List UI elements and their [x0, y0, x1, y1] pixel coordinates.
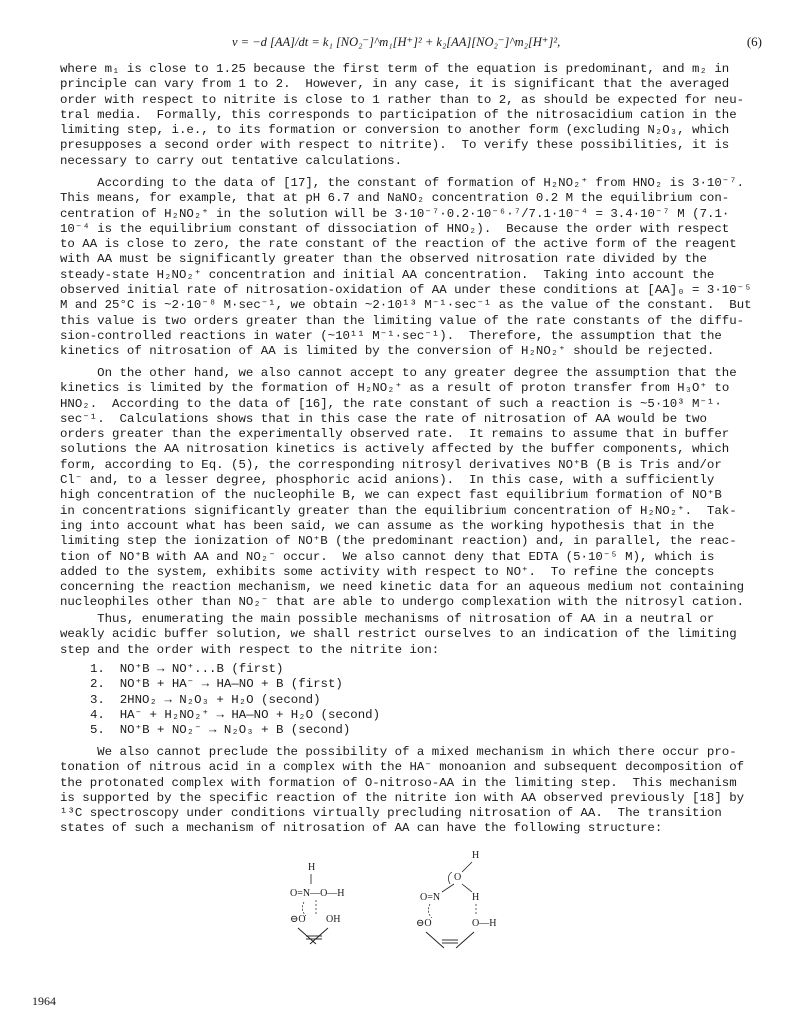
text-line: ing into account what has been said, we can assume as the working hypothesis that in the: [60, 518, 715, 533]
text-line: states of such a mechanism of nitrosation of AA can have the following structure:: [60, 821, 663, 836]
atom-oh-left: OH: [326, 914, 341, 925]
bond-line: [456, 932, 474, 948]
atom-o-h-right: O—H: [472, 918, 497, 929]
text-line: M and 25°C is ~2·10⁻⁸ M·sec⁻¹, we obtain ~2·10¹³ M⁻¹·sec⁻¹ as the value of the constant. But: [60, 298, 752, 313]
bond-line: [462, 884, 472, 892]
atom-minus-o-left: ⊖O: [290, 914, 306, 925]
text-line: high concentration of the nucleophile B, we can expect fast equilibrium formation of NO⁺B: [60, 488, 722, 503]
text-line: tonation of nitrous acid in a complex with the HA⁻ monoanion and subsequent decomposition of: [60, 760, 745, 775]
text-line: step and the order with respect to the nitrite ion:: [60, 642, 440, 657]
text-line: concerning the reaction mechanism, we need kinetic data for an aqueous medium not containing: [60, 580, 745, 595]
text-line: where m₁ is close to 1.25 because the first term of the equation is predominant, and m₂ in: [60, 62, 730, 76]
paragraph-3: [60, 366, 760, 611]
text-line: centration of H₂NO₂⁺ in the solution will be 3·10⁻⁷·0.2·10⁻⁶·⁷/7.1·10⁻⁴ = 3.4·10⁻⁷ M (7.1·: [60, 206, 730, 221]
mechanism-item: 3. 2HNO₂ → N₂O₃ + H₂O (second): [90, 692, 321, 707]
atom-h-mid-right: H: [472, 892, 480, 903]
text-line: orders greater than the experimentally observed rate. It remains to assume that in buffer: [60, 427, 730, 442]
text-line: solutions the AA nitrosation kinetics is actively affected by the buffer components, which: [60, 442, 730, 457]
transition-state-left: [290, 862, 345, 944]
mechanism-item: 5. NO⁺B + NO₂⁻ → N₂O₃ + B (second): [90, 723, 351, 738]
text-line: the protonated complex with formation of O-nitroso-AA in the limiting step. This mechanism: [60, 775, 737, 790]
text-line: tral media. Formally, this corresponds to participation of the nitrosacidium cation in the: [60, 107, 737, 122]
mechanism-list: [90, 662, 380, 738]
text-line: to AA is close to zero, the rate constant of the reaction of the active form of the reagent: [60, 237, 737, 252]
transition-state-structures: [260, 848, 560, 956]
text-line: with AA must be significantly greater than the observed nitrosation rate divided by the: [60, 252, 707, 267]
text-line: form, according to Eq. (5), the corresponding nitrosyl derivatives NO⁺B (B is Tris and/or: [60, 457, 722, 472]
text-line: limiting step, i.e., to its formation or conversion to another form (excluding N₂O₃, which: [60, 123, 730, 138]
text-line: On the other hand, we also cannot accept to any greater degree the assumption that the: [60, 366, 737, 380]
text-line: Cl⁻ and, to a lesser degree, phosphoric acid anions). In this case, with a sufficiently: [60, 473, 715, 488]
dotted-bond: [428, 904, 432, 918]
text-line: Thus, enumerating the main possible mechanisms of nitrosation of AA in a neutral or: [60, 612, 715, 626]
curved-arrow: [448, 872, 452, 884]
atom-no-o-h-left: O=N—O—H: [290, 888, 345, 899]
paragraph-2: [60, 176, 760, 360]
text-line: kinetics of nitrosation of AA is limited by the conversion of H₂NO₂⁺ should be rejected.: [60, 344, 715, 359]
bond-line: [442, 884, 454, 892]
rate-equation: [60, 34, 760, 52]
text-line: tion of NO⁺B with AA and NO₂⁻ occur. We also cannot deny that EDTA (5·10⁻⁵ M), which is: [60, 549, 715, 564]
atom-minus-o-right: ⊖O: [416, 918, 432, 929]
page-number: 1964: [32, 994, 56, 1008]
transition-state-right: [416, 850, 496, 948]
mechanism-item: 1. NO⁺B → NO⁺...B (first): [90, 662, 284, 676]
text-line: observed initial rate of nitrosation-oxidation of AA under these conditions at [AA]₀ = 3·10⁻⁵: [60, 283, 752, 298]
bond-line: [462, 862, 472, 872]
text-line: HNO₂. According to the data of [16], the rate constant of such a reaction is ~5·10³ M⁻¹·: [60, 396, 722, 411]
mechanism-item: 2. NO⁺B + HA⁻ → HA—NO + B (first): [90, 677, 343, 692]
text-line: 10⁻⁴ is the equilibrium constant of dissociation of HNO₂). Because the order with respect: [60, 221, 730, 236]
equation-number: (6): [746, 34, 762, 49]
text-line: principle can vary from 1 to 2. However, in any case, it is significant that the averaged: [60, 77, 730, 92]
atom-h-top-left: H: [308, 862, 316, 873]
text-line: presupposes a second order with respect to nitrite). To verify these possibilities, it is: [60, 138, 730, 153]
paragraph-4: [60, 612, 760, 658]
text-line: is supported by the specific reaction of the nitrite ion with AA observed previously [18] by: [60, 790, 745, 805]
text-line: limiting step the ionization of NO⁺B (the predominant reaction) and, in parallel, the reac-: [60, 534, 737, 549]
paragraph-5: [60, 745, 760, 837]
text-line: weakly acidic buffer solution, we shall restrict ourselves to an indication of the limiting: [60, 627, 737, 642]
mechanism-item: 4. HA⁻ + H₂NO₂⁺ → HA—NO + H₂O (second): [90, 707, 381, 722]
text-line: sec⁻¹. Calculations shows that in this case the rate of nitrosation of AA would be two: [60, 411, 707, 426]
text-line: sion-controlled reactions in water (~10¹¹ M⁻¹·sec⁻¹). Therefore, the assumption that the: [60, 328, 722, 343]
paragraph-1: [60, 62, 760, 169]
text-line: order with respect to nitrite is close to 1 rather than to 2, as should be expected for neu-: [60, 92, 745, 107]
text-line: ¹³C spectroscopy under conditions virtually precluding nitrosation of AA. The transition: [60, 806, 722, 821]
text-line: This means, for example, that at pH 6.7 and NaNO₂ concentration 0.2 M the equilibrium con-: [60, 191, 730, 206]
rate-equation-text: v = −d [AA]/dt = k₁ [NO₂⁻]^m₁[H⁺]² + k₂[AA][NO₂⁻]^m₂[H⁺]²,: [232, 35, 561, 49]
atom-h-top-right: H: [472, 850, 480, 861]
bond-line: [426, 932, 444, 948]
text-line: steady-state H₂NO₂⁺ concentration and initial AA concentration. Taking into account the: [60, 267, 715, 282]
text-line: in concentrations significantly greater than the equilibrium concentration of H₂NO₂⁺. Tak-: [60, 503, 737, 518]
text-line: necessary to carry out tentative calculations.: [60, 153, 403, 168]
atom-on-right: O=N: [420, 892, 441, 903]
atom-o-right: O: [454, 872, 462, 883]
text-line: kinetics is limited by the formation of H₂NO₂⁺ as a result of proton transfer from H₃O⁺ to: [60, 381, 730, 396]
text-line: added to the system, exhibits some activity with respect to NO⁺. To refine the concepts: [60, 564, 715, 579]
text-line: We also cannot preclude the possibility of a mixed mechanism in which there occur pro-: [60, 745, 737, 759]
text-line: this value is two orders greater than the limiting value of the rate constants of the diffu-: [60, 313, 745, 328]
text-line: nucleophiles other than NO₂⁻ that are able to undergo complexation with the nitrosyl cation.: [60, 595, 745, 610]
text-line: According to the data of [17], the constant of formation of H₂NO₂⁺ from HNO₂ is 3·10⁻⁷.: [60, 176, 745, 190]
